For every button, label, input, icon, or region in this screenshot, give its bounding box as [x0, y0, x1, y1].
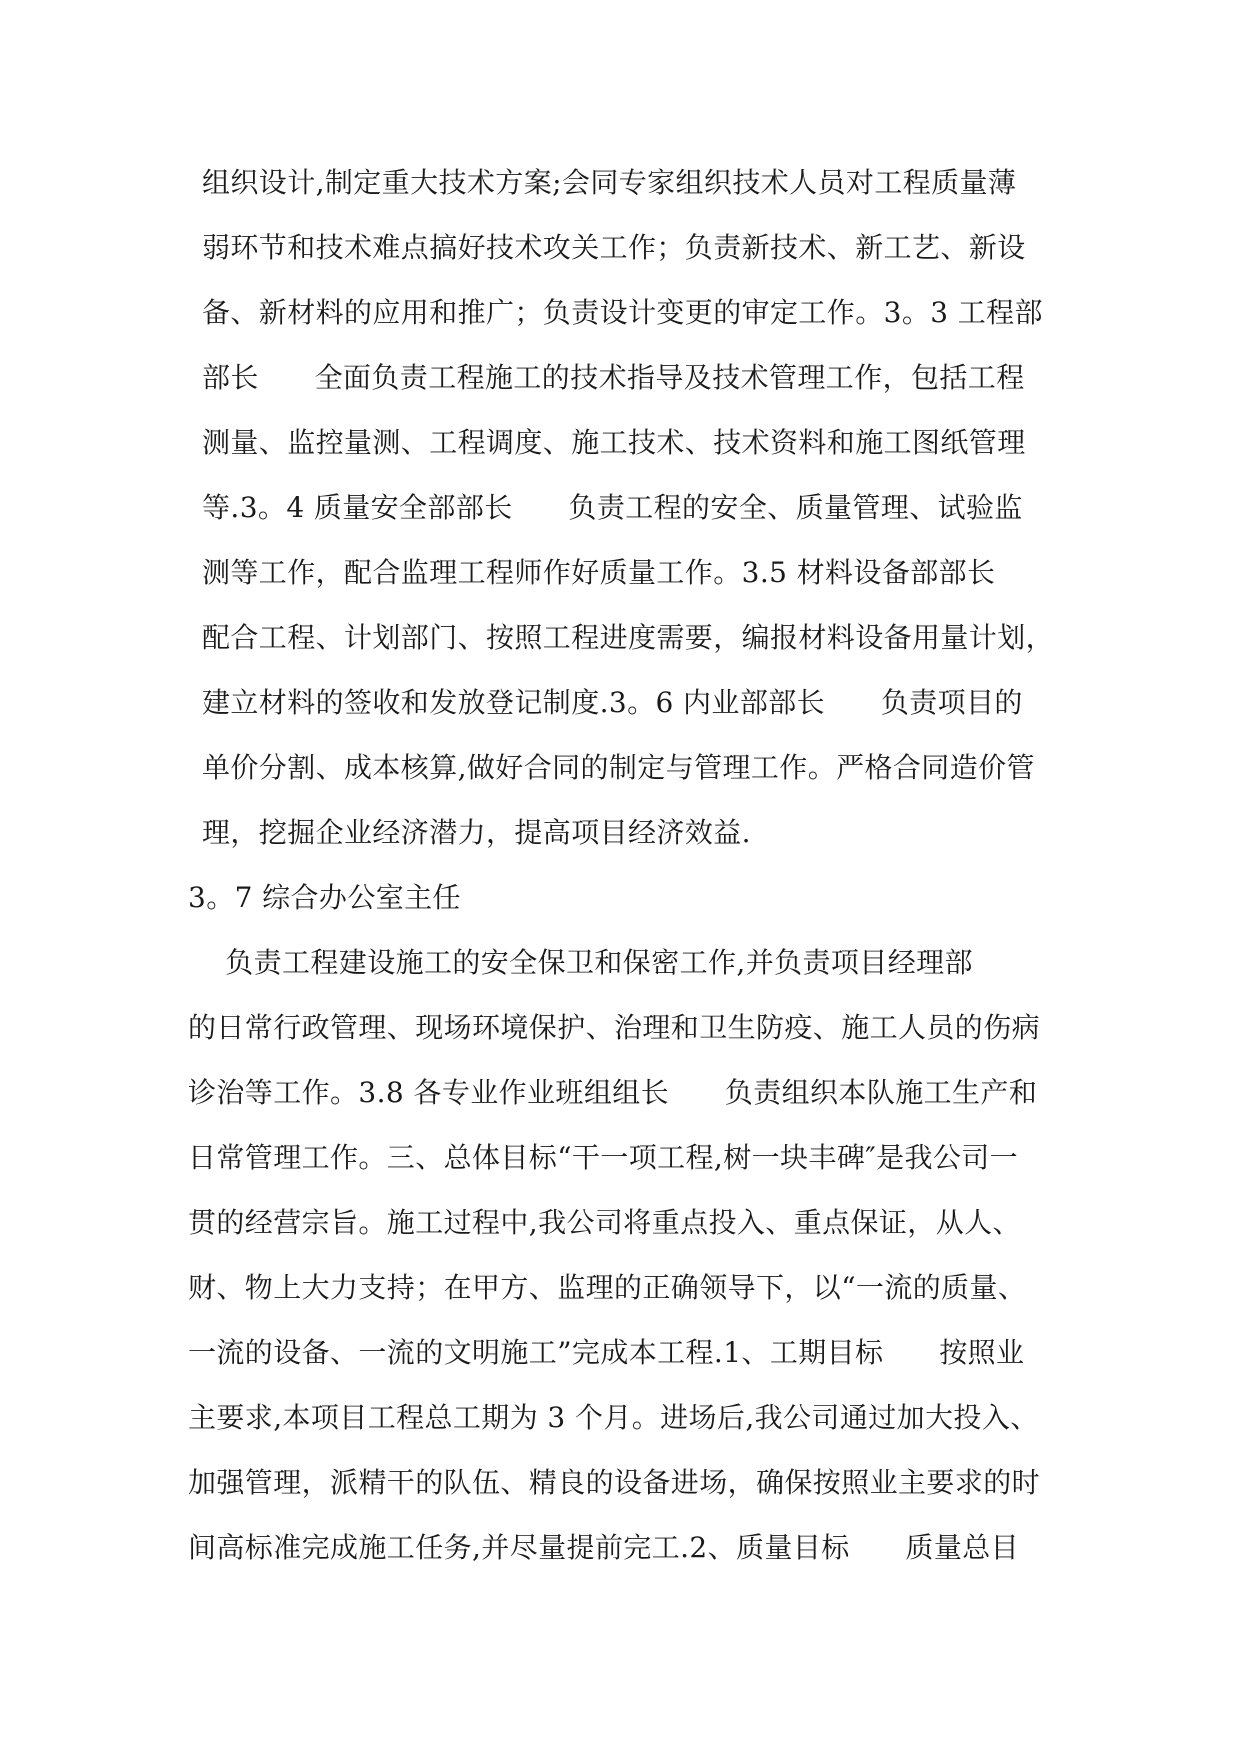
text-line: 贯的经营宗旨。施工过程中,我公司将重点投入、重点保证，从人、 [188, 1206, 1021, 1239]
text-line: 建立材料的签收和发放登记制度.3。6 内业部部长 负责项目的 [202, 686, 1023, 719]
text-line: 诊治等工作。3.8 各专业作业班组组长 负责组织本队施工生产和 [188, 1076, 1038, 1109]
section-heading: 3。7 综合办公室主任 [188, 881, 461, 914]
text-line: 部长 全面负责工程施工的技术指导及技术管理工作，包括工程 [202, 361, 1025, 394]
text-line: 主要求,本项目工程总工期为 3 个月。进场后,我公司通过加大投入、 [188, 1401, 1039, 1434]
text-line: 日常管理工作。三、总体目标“干一项工程,树一块丰碑″是我公司一 [188, 1141, 1019, 1174]
text-line: 弱环节和技术难点搞好技术攻关工作；负责新技术、新工艺、新设 [202, 231, 1026, 264]
text-line: 加强管理，派精干的队伍、精良的设备进场，确保按照业主要求的时 [188, 1466, 1041, 1499]
text-line: 财、物上大力支持；在甲方、监理的正确领导下，以“一流的质量、 [188, 1271, 1027, 1304]
text-line: 单价分割、成本核算,做好合同的制定与管理工作。严格合同造价管 [202, 751, 1035, 784]
text-line: 负责工程建设施工的安全保卫和保密工作,并负责项目经理部 [188, 946, 973, 979]
text-line: 备、新材料的应用和推广；负责设计变更的审定工作。3。3 工程部 [202, 296, 1043, 329]
text-line: 配合工程、计划部门、按照工程进度需要，编报材料设备用量计划， [202, 621, 1055, 654]
text-line: 一流的设备、一流的文明施工”完成本工程.1、工期目标 按照业 [188, 1336, 1025, 1369]
text-line: 理，挖掘企业经济潜力，提高项目经济效益. [202, 816, 751, 849]
text-line: 组织设计,制定重大技术方案;会同专家组织技术人员对工程质量薄 [202, 166, 1017, 199]
text-line: 测等工作，配合监理工程师作好质量工作。3.5 材料设备部部长 [202, 556, 996, 589]
text-line: 间高标准完成施工任务,并尽量提前完工.2、质量目标 质量总目 [188, 1531, 1020, 1564]
text-line: 的日常行政管理、现场环境保护、治理和卫生防疫、施工人员的伤病 [188, 1011, 1041, 1044]
text-line: 等.3。4 质量安全部部长 负责工程的安全、质量管理、试验监 [202, 491, 1023, 524]
text-line: 测量、监控量测、工程调度、施工技术、技术资料和施工图纸管理 [202, 426, 1026, 459]
